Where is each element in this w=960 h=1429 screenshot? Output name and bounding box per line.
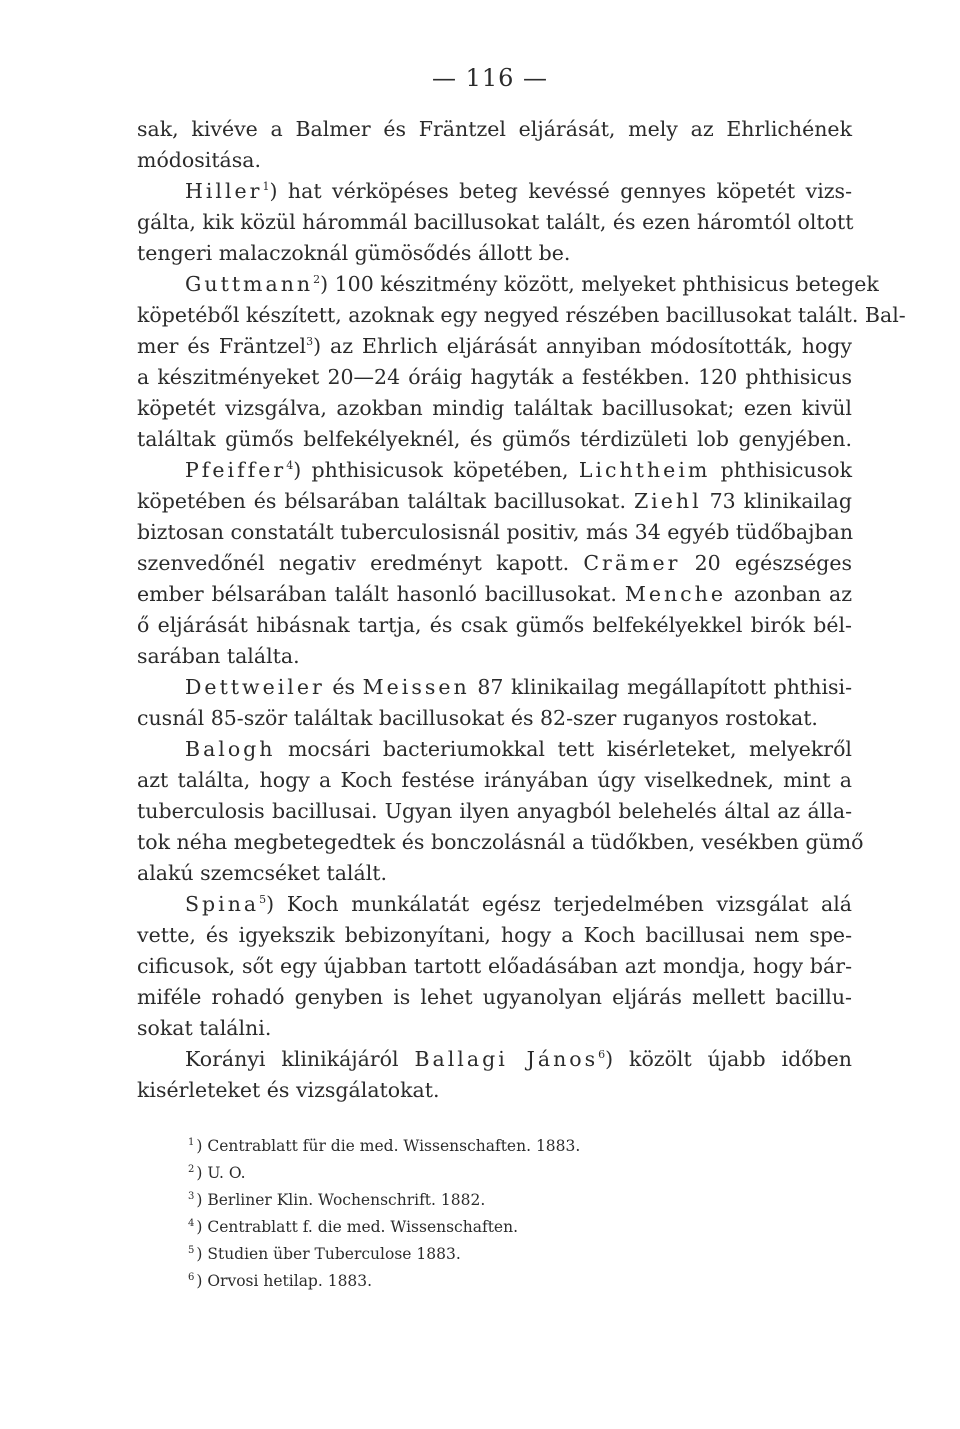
footnotes (137, 1133, 852, 1295)
footnote-ref: 5 (259, 893, 267, 906)
text-line: cusnál 85-ször találtak bacillusokat és 82-szer ruganyos rostokat. (137, 706, 818, 730)
footnote-mark: 5 (188, 1245, 195, 1256)
author-name: Guttmann (185, 272, 314, 296)
paragraph-hiller: Hiller$^1$) hat vérköpéses beteg kevéssé gennyes köpetét vizs- (185, 179, 852, 203)
author-name: Ziehl (633, 489, 702, 513)
text-line: mer és Fräntzel$^3$) az Ehrlich eljárását annyiban módosították, hogy (137, 334, 852, 358)
body-text (137, 114, 906, 1295)
author-name: Menche (624, 582, 726, 606)
author-name: Spina (185, 892, 260, 916)
text-line: gálta, kik közül hárommál bacillusokat talált, és ezen háromtól oltott (137, 210, 854, 234)
page-number: — 116 — (431, 64, 549, 92)
paragraph-dettweiler: Dettweiler és Meissen 87 klinikailag megállapított phthisi- (185, 675, 852, 699)
text-line: azt találta, hogy a Koch festése irányában úgy viselkednek, mint a (137, 768, 852, 792)
author-name: Balogh (185, 737, 276, 761)
footnote: $^6$ ) Orvosi hetilap. 1883. (188, 1272, 373, 1290)
footnote-separator (137, 1106, 852, 1133)
text-line: sokat találni. (137, 1016, 272, 1040)
footnote: $^2$ ) U. O. (188, 1164, 246, 1182)
text-line: tengeri malaczoknál gümösődés állott be. (137, 241, 571, 265)
footnote: $^5$ ) Studien über Tuberculose 1883. (188, 1245, 461, 1263)
paragraph-ballagi: Korányi klinikájáról Ballagi János$^6$) közölt újabb időben (185, 1047, 852, 1071)
text-line: miféle rohadó genyben is lehet ugyanolyan eljárás mellett bacillu- (137, 985, 852, 1009)
text-line: tuberculosis bacillusai. Ugyan ilyen anyagból belehelés által az álla- (137, 799, 852, 823)
author-name: Pfeiffer (185, 458, 287, 482)
text-line: alakú szemcséket talált. (137, 861, 388, 885)
text-line: ember bélsarában talált hasonló bacillusokat. Menche azonban az (137, 582, 852, 606)
text-line: köpetében és bélsarában találtak bacillusokat. Ziehl 73 klinikailag (137, 489, 852, 513)
footnote-mark: 3 (188, 1191, 195, 1202)
footnote-mark: 4 (188, 1218, 195, 1229)
text-line: vette, és igyekszik bebizonyítani, hogy a Koch bacillusai nem spe- (137, 923, 852, 947)
footnote-ref: 2 (313, 273, 321, 286)
text-line: Pfeiffer$^4$) phthisicusok köpetében, Lichtheim phthisicusok (185, 458, 853, 482)
author-name: Dettweiler (185, 675, 325, 699)
footnote-mark: 6 (188, 1272, 195, 1283)
author-name: Meissen (362, 675, 470, 699)
text-line: sarában találta. (137, 644, 300, 668)
text-line: kisérleteket és vizsgálatokat. (137, 1078, 440, 1102)
text-line: a készitményeket 20—24 óráig hagyták a festékben. 120 phthisicus (137, 365, 852, 389)
text-line: ő eljárását hibásnak tartja, és csak gümős belfekélyekkel birók bél- (137, 613, 852, 637)
author-name: Ballagi János (414, 1047, 599, 1071)
text-line: szenvedőnél negativ eredményt kapott. Crämer 20 egészséges (137, 551, 852, 575)
text-line: köpetéből készített, azoknak egy negyed részében bacillusokat talált. Bal- (137, 303, 906, 327)
text-line: tok néha megbetegedtek és bonczolásnál a tüdőkben, vesékben gümő (137, 830, 864, 854)
footnote: $^1$ ) Centrablatt für die med. Wissenschaften. 1883. (188, 1137, 581, 1155)
text-line: cificusok, sőt egy újabban tartott előadásában azt mondja, hogy bár- (137, 954, 852, 978)
paragraph-balogh: Balogh mocsári bacteriumokkal tett kisérleteket, melyekről (185, 737, 852, 761)
text-line: biztosan constatált tuberculosisnál positiv, más 34 egyéb tüdőbajban (137, 520, 854, 544)
footnote-ref: 3 (306, 335, 314, 348)
paragraph-guttmann: Guttmann$^2$) 100 készitmény között, melyeket phthisicus betegek (185, 272, 879, 296)
footnote-ref: 4 (286, 459, 294, 472)
footnote: $^4$ ) Centrablatt f. die med. Wissenschaften. (188, 1218, 518, 1236)
text-line: módositása. (137, 148, 262, 172)
author-name: Crämer (583, 551, 681, 575)
paragraph-spina: Spina$^5$) Koch munkálatát egész terjedelmében vizsgálat alá (185, 892, 852, 916)
footnote-ref: 6 (598, 1048, 606, 1061)
footnote-mark: 2 (188, 1164, 195, 1175)
text-line: köpetét vizsgálva, azokban mindig találtak bacillusokat; ezen kivül (137, 396, 852, 420)
text-line: találtak gümős belfekélyeknél, és gümős térdizületi lob genyjében. (137, 427, 852, 451)
footnote-ref: 1 (262, 180, 270, 193)
author-name: Lichtheim (578, 458, 711, 482)
footnote: $^3$ ) Berliner Klin. Wochenschrift. 1882. (188, 1191, 486, 1209)
footnote-mark: 1 (188, 1137, 195, 1148)
author-name: Hiller (185, 179, 263, 203)
text-line: sak, kivéve a Balmer és Fräntzel eljárását, mely az Ehrlichének (137, 117, 852, 141)
